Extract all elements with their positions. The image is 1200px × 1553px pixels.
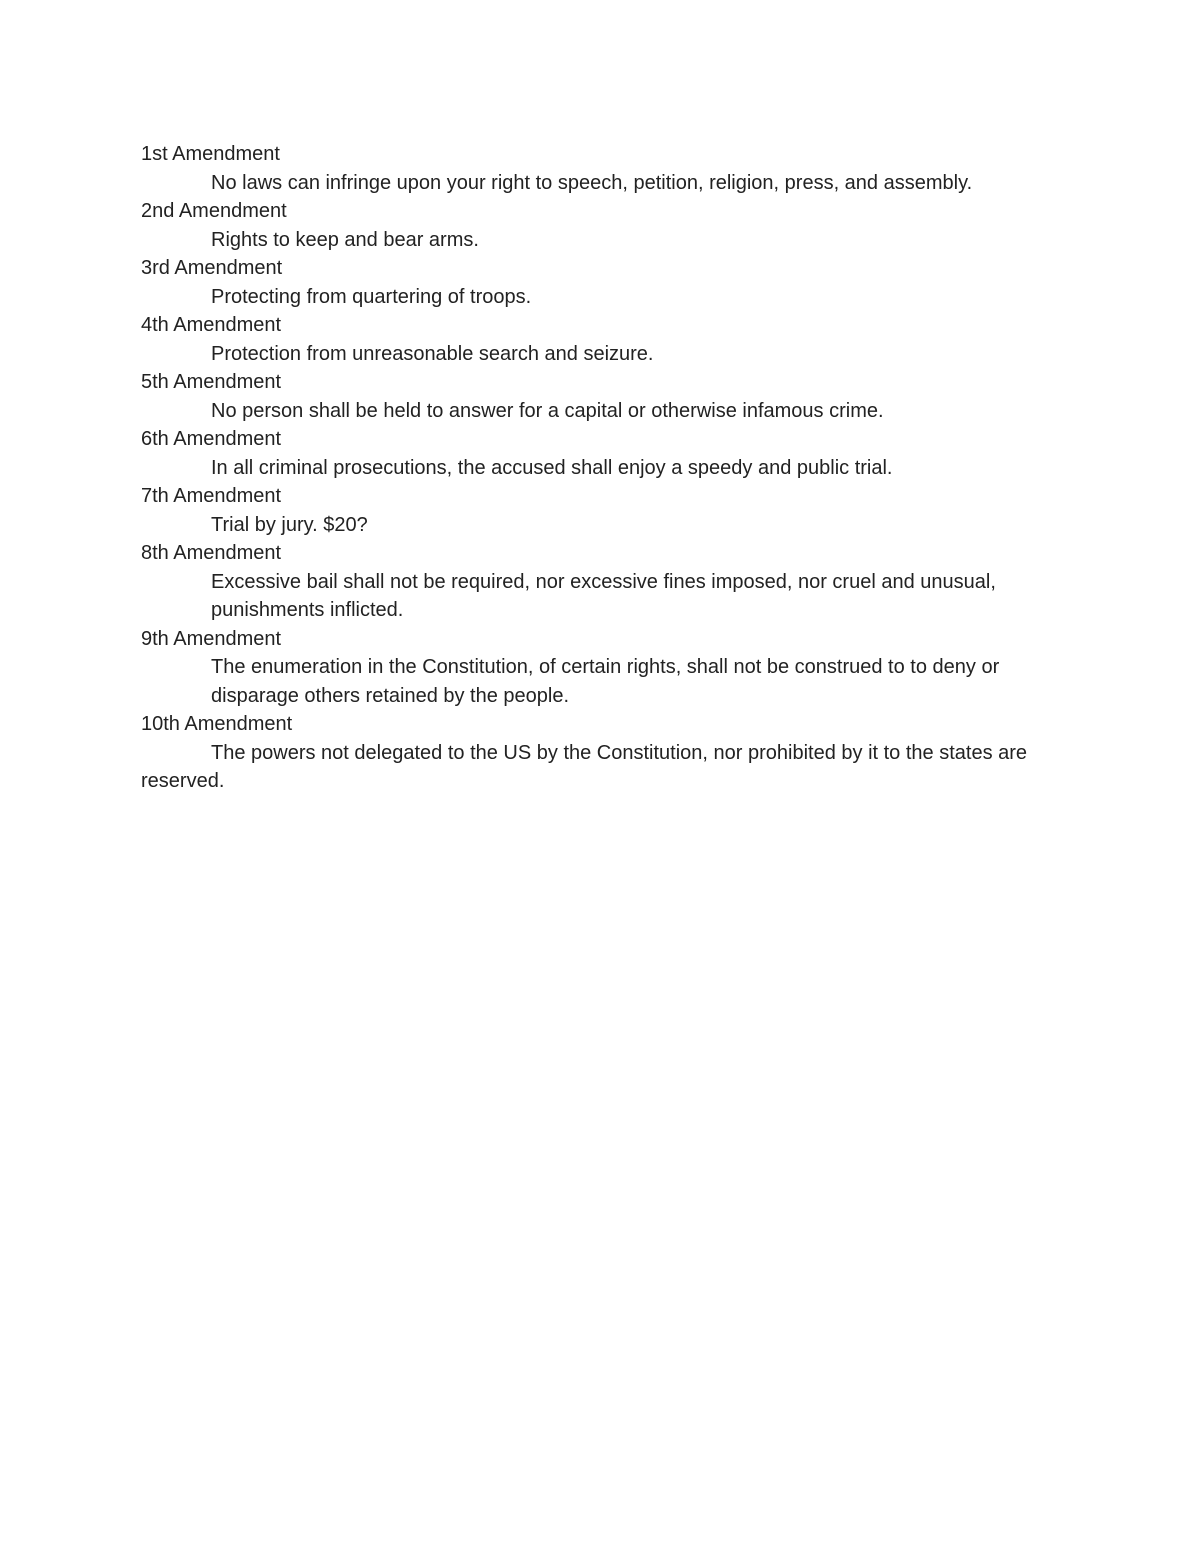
amendment-heading: 3rd Amendment [141,257,283,279]
amendment-heading: 6th Amendment [141,428,282,450]
amendment-description: In all criminal prosecutions, the accused shall enjoy a speedy and public trial. [211,456,893,479]
amendment-entry [141,625,1066,711]
amendment-entry [141,140,1066,197]
amendment-entry [141,368,1066,425]
amendment-description: The enumeration in the Constitution, of certain rights, shall not be construed to to deny or disparage others retained by the people. [211,656,1000,707]
amendment-description: Protecting from quartering of troops. [211,285,532,308]
amendment-description: No person shall be held to answer for a capital or otherwise infamous crime. [211,399,884,422]
amendment-description: Excessive bail shall not be required, nor excessive fines imposed, nor cruel and unusual, punishments inflicted. [211,570,996,621]
amendment-list [141,140,1066,796]
amendment-heading: 2nd Amendment [141,200,287,222]
amendment-description: Rights to keep and bear arms. [211,228,479,251]
amendment-entry [141,710,1066,796]
amendment-entry [141,539,1066,625]
amendment-heading: 1st Amendment [141,143,280,165]
amendment-description: The powers not delegated to the US by the Constitution, nor prohibited by it to the states are reserved. [141,741,1028,792]
amendment-heading: 8th Amendment [141,542,282,564]
amendment-entry [141,482,1066,539]
amendment-entry [141,254,1066,311]
amendment-entry [141,311,1066,368]
amendment-entry [141,425,1066,482]
amendment-entry [141,197,1066,254]
amendment-heading: 5th Amendment [141,371,282,393]
amendment-heading: 10th Amendment [141,713,293,735]
amendment-heading: 9th Amendment [141,627,282,650]
amendment-heading: 7th Amendment [141,485,282,507]
amendment-heading: 4th Amendment [141,314,282,336]
amendment-description: No laws can infringe upon your right to speech, petition, religion, press, and assembly. [211,171,973,194]
amendment-description: Protection from unreasonable search and seizure. [211,342,654,365]
amendment-description: Trial by jury. $20? [211,513,368,536]
